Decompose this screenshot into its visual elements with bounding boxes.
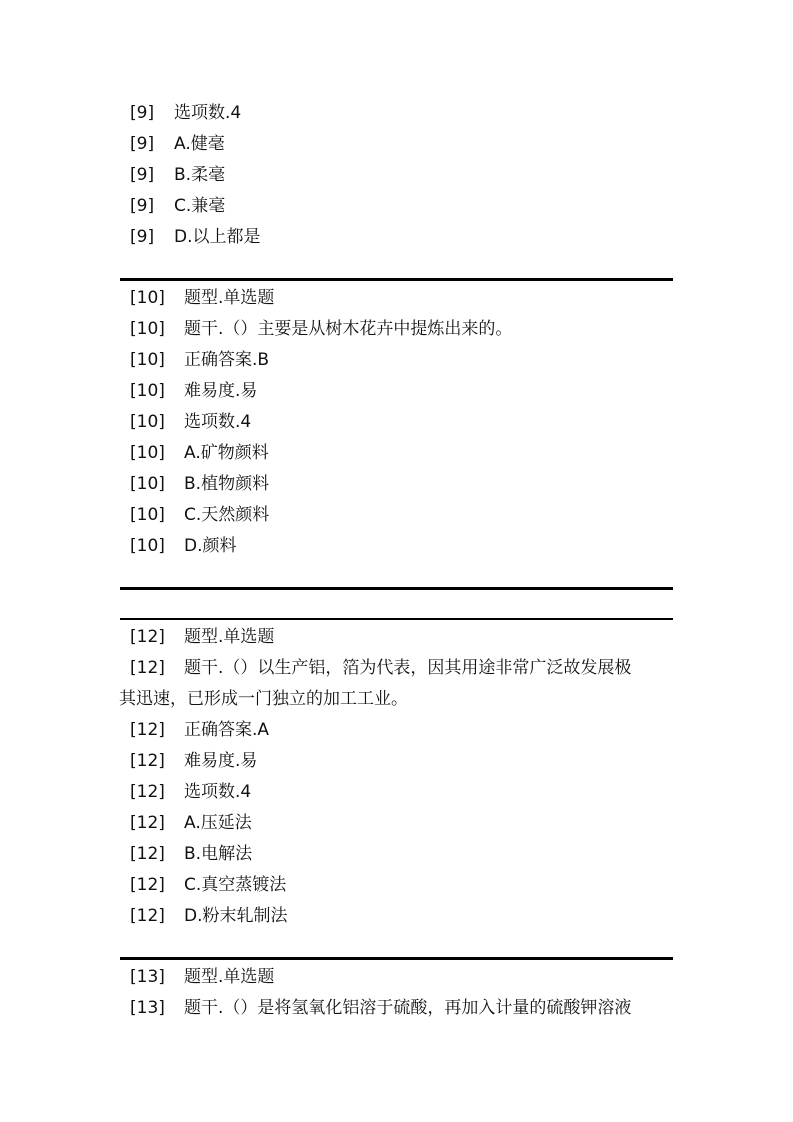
question-tag: [12]	[130, 782, 165, 802]
question-tag: [13]	[130, 967, 165, 987]
question-10-option-c	[130, 504, 270, 526]
line-text: C.真空蒸镀法	[184, 875, 287, 895]
line-text: D.颜料	[184, 536, 237, 556]
question-9-option-b	[130, 164, 226, 186]
question-tag: [10]	[130, 474, 165, 494]
question-12-option-b	[130, 843, 253, 865]
line-text: B.柔毫	[174, 165, 226, 185]
question-12-stem-continued: 其迅速，已形成一门独立的加工工业。	[119, 689, 408, 709]
question-10-option-count	[130, 411, 252, 433]
question-10-option-b	[130, 473, 270, 495]
question-12-option-a	[130, 812, 252, 834]
question-12-type	[130, 626, 275, 648]
section-divider	[120, 587, 673, 590]
question-10-difficulty	[130, 380, 258, 402]
line-text: 难易度.易	[184, 751, 258, 771]
line-text: 选项数.4	[184, 412, 252, 432]
question-9-option-c	[130, 195, 226, 217]
line-text: 选项数.4	[184, 782, 252, 802]
question-13-stem	[130, 997, 632, 1019]
question-tag: [9]	[130, 227, 155, 247]
line-text: 题干.（）是将氢氧化铝溶于硫酸，再加入计量的硫酸钾溶液	[184, 998, 632, 1018]
line-text: 题型.单选题	[184, 288, 275, 308]
question-10-stem	[130, 318, 513, 340]
question-9-option-d	[130, 226, 261, 248]
line-text: C.兼毫	[174, 196, 226, 216]
question-tag: [9]	[130, 103, 155, 123]
line-text: B.植物颜料	[184, 474, 270, 494]
line-text: 正确答案.A	[184, 720, 270, 740]
question-12-option-d	[130, 905, 288, 927]
line-text: A.压延法	[184, 813, 252, 833]
line-text: 题干.（）以生产铝，箔为代表，因其用途非常广泛故发展极	[184, 658, 632, 678]
line-text: 选项数.4	[174, 103, 242, 123]
question-tag: [12]	[130, 813, 165, 833]
question-tag: [12]	[130, 906, 165, 926]
section-divider	[120, 618, 673, 620]
line-text: 题干.（）主要是从树木花卉中提炼出来的。	[184, 319, 513, 339]
question-tag: [10]	[130, 350, 165, 370]
question-10-option-a	[130, 442, 269, 464]
question-10-type	[130, 287, 275, 309]
question-tag: [10]	[130, 536, 165, 556]
question-12-option-c	[130, 874, 287, 896]
question-12-option-count	[130, 781, 252, 803]
question-tag: [10]	[130, 319, 165, 339]
line-text: B.电解法	[184, 844, 253, 864]
question-tag: [10]	[130, 505, 165, 525]
line-text: D.以上都是	[174, 227, 261, 247]
line-text: 难易度.易	[184, 381, 258, 401]
line-text: D.粉末轧制法	[184, 906, 288, 926]
question-tag: [9]	[130, 196, 155, 216]
line-text: C.天然颜料	[184, 505, 270, 525]
line-text: A.健毫	[174, 134, 225, 154]
line-text: 题型.单选题	[184, 967, 275, 987]
line-text: 正确答案.B	[184, 350, 270, 370]
question-tag: [10]	[130, 381, 165, 401]
question-10-option-d	[130, 535, 237, 557]
question-tag: [12]	[130, 751, 165, 771]
question-tag: [10]	[130, 412, 165, 432]
line-text: A.矿物颜料	[184, 443, 269, 463]
question-tag: [10]	[130, 443, 165, 463]
question-tag: [12]	[130, 627, 165, 647]
question-13-type	[130, 966, 275, 988]
question-tag: [10]	[130, 288, 165, 308]
question-tag: [12]	[130, 720, 165, 740]
question-9-option-count	[130, 102, 242, 124]
question-tag: [12]	[130, 658, 165, 678]
question-tag: [13]	[130, 998, 165, 1018]
question-tag: [9]	[130, 165, 155, 185]
question-12-answer	[130, 719, 270, 741]
section-divider	[120, 278, 673, 281]
section-divider	[120, 957, 673, 960]
question-9-option-a	[130, 133, 225, 155]
question-10-answer	[130, 349, 270, 371]
question-tag: [12]	[130, 875, 165, 895]
question-12-stem	[130, 657, 632, 679]
question-tag: [9]	[130, 134, 155, 154]
question-tag: [12]	[130, 844, 165, 864]
line-text: 题型.单选题	[184, 627, 275, 647]
question-12-difficulty	[130, 750, 258, 772]
